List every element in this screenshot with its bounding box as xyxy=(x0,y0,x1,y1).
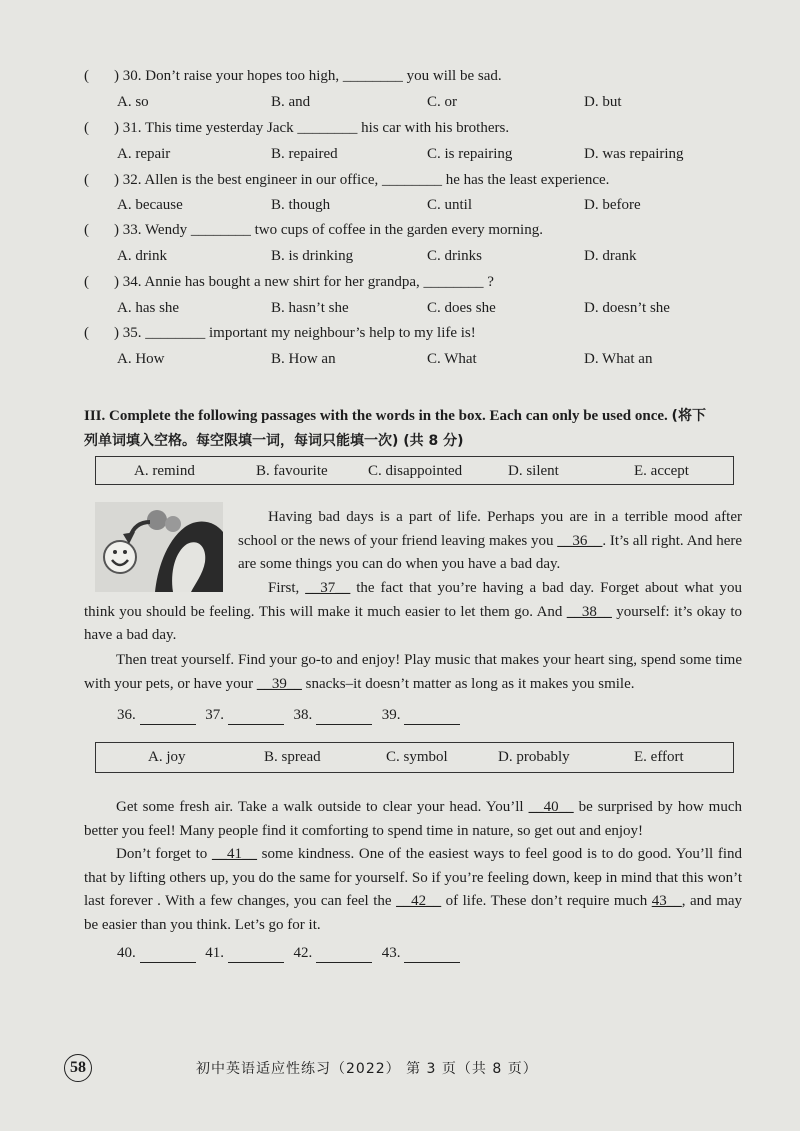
answer-blank-37[interactable] xyxy=(228,707,284,725)
option: A. drink xyxy=(117,248,167,264)
blank-43: 43__ xyxy=(651,893,682,909)
option: C. until xyxy=(427,197,473,213)
option: D. but xyxy=(584,94,622,110)
footer-text: 初中英语适应性练习（2022） 第 3 页（共 8 页） xyxy=(196,1061,538,1077)
answer-blank-42[interactable] xyxy=(316,945,372,963)
blank-42: __42__ xyxy=(396,893,442,909)
option: D. was repairing xyxy=(584,146,684,162)
answer-blank-39[interactable] xyxy=(404,707,460,725)
word-option: A. joy xyxy=(148,749,186,765)
page-number-badge: 58 xyxy=(64,1054,92,1082)
option: B. though xyxy=(271,197,331,213)
option: A. repair xyxy=(117,146,171,162)
option: A. because xyxy=(117,197,183,213)
word-option: A. remind xyxy=(134,463,195,479)
blank-38: __38__ xyxy=(566,603,612,620)
option: D. doesn’t she xyxy=(584,300,670,316)
answer-blank-40[interactable] xyxy=(140,945,196,963)
passage-2-paragraph-2: Don’t forget to __41__ some kindness. One of the easiest ways to feel good is to do good. You’ll find that by lifting others up, you do the same for yourself. So if you’re feeling down, keep in mind that this won’t last forever . With a few changes, you can feel the __42__ of life. These don’t require much 43__, and may be easier than you think. Let’s go for it. xyxy=(84,846,743,933)
question-32: ( ) 32. Allen is the best engineer in our office, ________ he has the least experience. xyxy=(84,172,610,188)
word-box-1 xyxy=(95,456,734,485)
option: B. repaired xyxy=(271,146,338,162)
blank-40: __40__ xyxy=(528,799,574,815)
option: C. or xyxy=(427,94,457,110)
word-option: E. effort xyxy=(634,749,684,765)
answer-blank-43[interactable] xyxy=(404,945,460,963)
word-option: B. favourite xyxy=(256,463,328,479)
word-option: E. accept xyxy=(634,463,689,479)
blank-36: __36__ xyxy=(557,532,603,549)
passage-2-paragraph-1: Get some fresh air. Take a walk outside to clear your head. You’ll __40__ be surprised by how much better you feel! Many people find it comforting to spend time in nature, so get out and enjoy! xyxy=(84,799,742,839)
passage-1-paragraph-3: Then treat yourself. Find your go-to and enjoy! Play music that makes your heart sing, spend some time with your pets, or have your __39__ snacks–it doesn’t matter as long as it makes you smile. xyxy=(84,652,742,692)
answer-blank-36[interactable] xyxy=(140,707,196,725)
option: A. has she xyxy=(117,300,180,316)
word-option: D. silent xyxy=(508,463,559,479)
option: C. What xyxy=(427,351,477,367)
question-31: ( ) 31. This time yesterday Jack ________ his car with his brothers. xyxy=(84,120,510,136)
option: A. How xyxy=(117,351,165,367)
option: B. How an xyxy=(271,351,336,367)
question-30: ( ) 30. Don’t raise your hopes too high, ________ you will be sad. xyxy=(84,68,502,84)
answer-lines-1: 36. 37. 38. 39. xyxy=(117,707,466,725)
option: A. so xyxy=(117,94,149,110)
answer-lines-2: 40. 41. 42. 43. xyxy=(117,945,466,963)
option: B. hasn’t she xyxy=(271,300,349,316)
answer-blank-38[interactable] xyxy=(316,707,372,725)
question-35: ( ) 35. ________ important my neighbour’s help to my life is! xyxy=(84,325,476,341)
passage-1-paragraph-2: First, __37__ the fact that you’re having a bad day. Forget about what you think you should be feeling. This will make it much easier to let them go. And __38__ yourself: it’s okay to have a bad day. xyxy=(84,580,742,643)
option: D. before xyxy=(584,197,641,213)
question-33: ( ) 33. Wendy ________ two cups of coffee in the garden every morning. xyxy=(84,222,543,238)
option: D. What an xyxy=(584,351,653,367)
question-34: ( ) 34. Annie has bought a new shirt for her grandpa, ________ ? xyxy=(84,274,494,290)
option: C. is repairing xyxy=(427,146,513,162)
blank-37: __37__ xyxy=(305,580,351,596)
option: C. drinks xyxy=(427,248,483,264)
section-title: III. Complete the following passages with the words in the box. Each can only be used once. (将下 列单词填入空格。每空限填一词，每词只能填一次) (共 8 分) xyxy=(84,408,706,449)
word-option: C. symbol xyxy=(386,749,448,765)
passage-1-paragraph-1: Having bad days is a part of life. Perhaps you are in a terrible mood after school or the news of your friend leaving makes you __36__. It’s all right. And here are some things you can do when you have a bad day. xyxy=(238,509,742,572)
word-box-2 xyxy=(95,742,734,773)
option: B. is drinking xyxy=(271,248,354,264)
word-option: C. disappointed xyxy=(368,463,463,479)
word-option: D. probably xyxy=(498,749,570,765)
blank-41: __41__ xyxy=(211,846,257,862)
word-option: B. spread xyxy=(264,749,321,765)
option: B. and xyxy=(271,94,311,110)
blank-39: __39__ xyxy=(256,675,302,692)
answer-blank-41[interactable] xyxy=(228,945,284,963)
option: D. drank xyxy=(584,248,637,264)
option: C. does she xyxy=(427,300,496,316)
